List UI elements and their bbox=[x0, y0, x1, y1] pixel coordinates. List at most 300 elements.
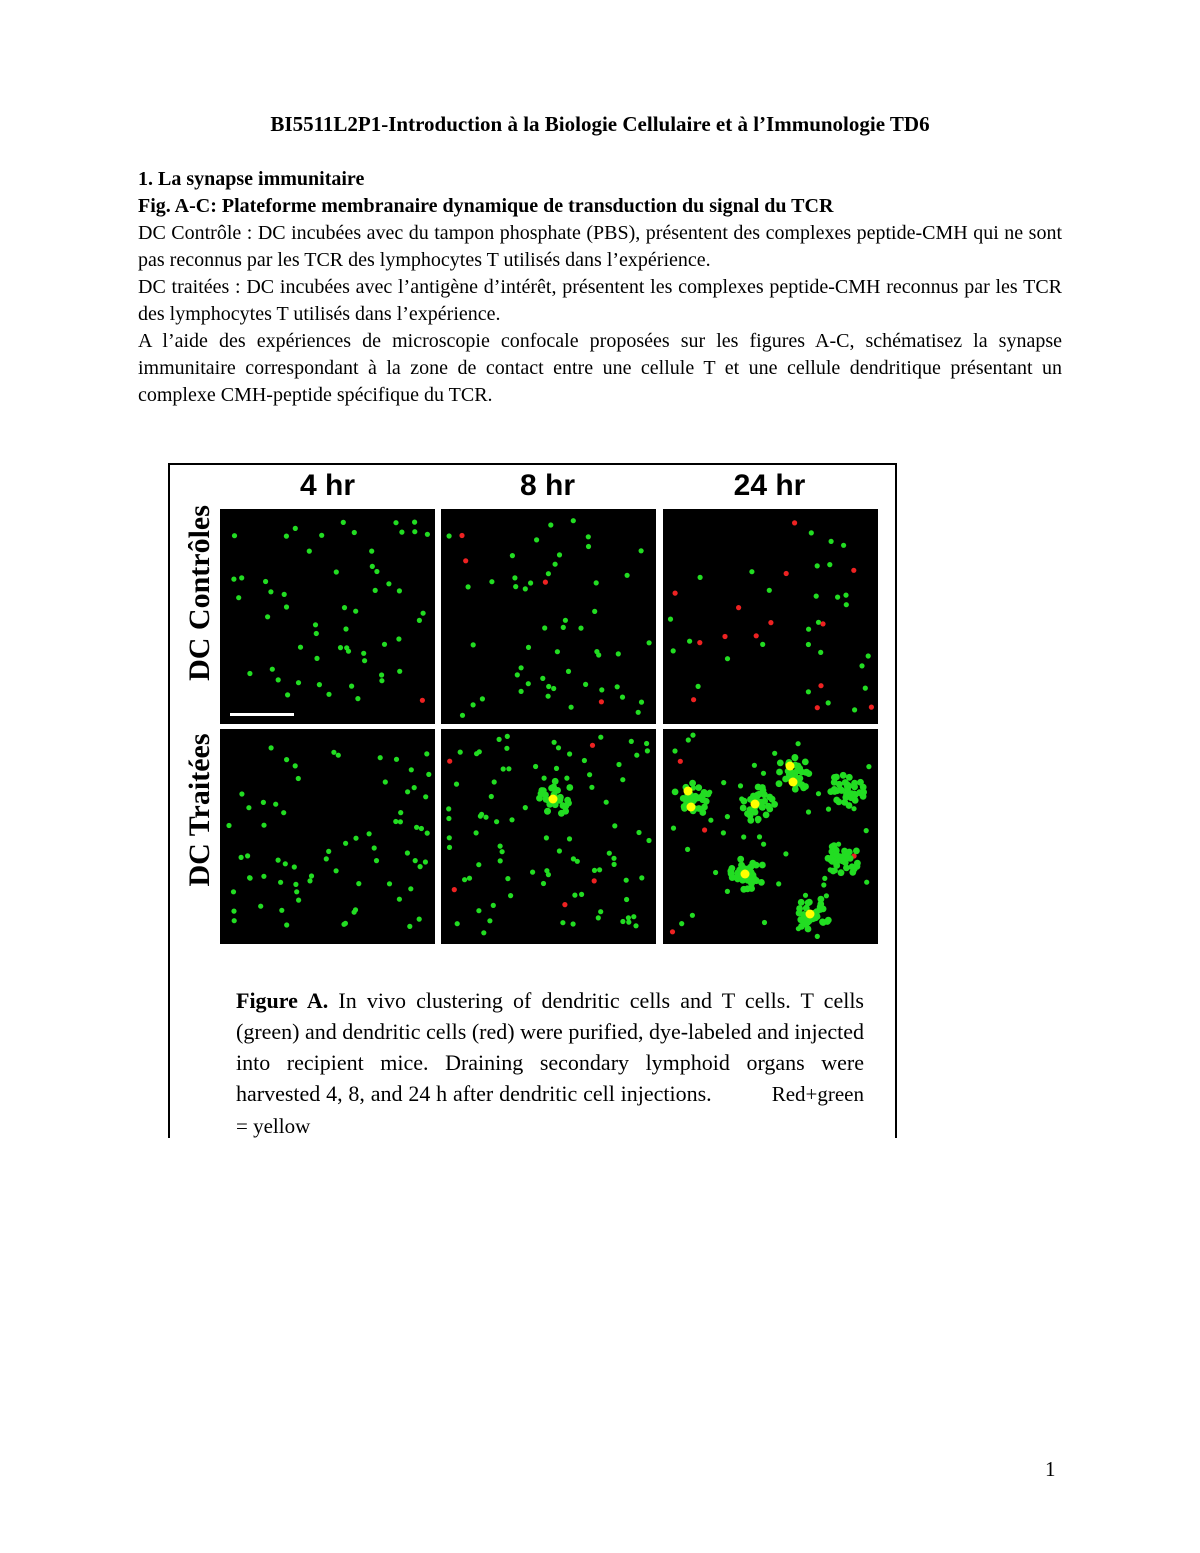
t-cell-dot bbox=[599, 687, 604, 692]
t-cell-dot bbox=[293, 526, 298, 531]
dendritic-cell-dot bbox=[670, 929, 675, 934]
t-cell-dot bbox=[552, 740, 557, 745]
t-cell-dot bbox=[447, 533, 452, 538]
t-cell-dot bbox=[355, 696, 360, 701]
cluster-t-cell bbox=[806, 899, 813, 906]
t-cell-dot bbox=[265, 614, 270, 619]
t-cell-dot bbox=[815, 934, 820, 939]
cluster-t-cell bbox=[796, 905, 803, 912]
t-cell-dot bbox=[331, 750, 336, 755]
cluster-t-cell bbox=[856, 789, 863, 796]
t-cell-dot bbox=[668, 617, 673, 622]
t-cell-dot bbox=[672, 748, 677, 753]
page-title: BI5511L2P1-Introduction à la Biologie Cellulaire et à l’Immunologie TD6 bbox=[270, 112, 930, 136]
t-cell-dot bbox=[409, 767, 414, 772]
cluster-t-cell bbox=[818, 896, 825, 903]
t-cell-dot bbox=[423, 794, 428, 799]
t-cell-dot bbox=[232, 918, 237, 923]
micrograph-treated-4hr bbox=[220, 729, 435, 944]
t-cell-dot bbox=[519, 665, 524, 670]
t-cell-dot bbox=[481, 930, 486, 935]
t-cell-dot bbox=[596, 915, 601, 920]
cluster-t-cell bbox=[792, 754, 799, 761]
t-cell-dot bbox=[480, 696, 485, 701]
t-cell-dot bbox=[592, 609, 597, 614]
t-cell-dot bbox=[741, 834, 746, 839]
t-cell-dot bbox=[761, 771, 766, 776]
cluster-t-cell bbox=[741, 798, 748, 805]
t-cell-dot bbox=[383, 779, 388, 784]
t-cell-dot bbox=[382, 642, 387, 647]
t-cell-dot bbox=[247, 671, 252, 676]
t-cell-dot bbox=[509, 817, 514, 822]
t-cell-dot bbox=[273, 802, 278, 807]
t-cell-dot bbox=[505, 734, 510, 739]
t-cell-dot bbox=[636, 830, 641, 835]
t-cell-dot bbox=[239, 575, 244, 580]
dendritic-cell-dot bbox=[869, 705, 874, 710]
t-cell-dot bbox=[269, 745, 274, 750]
t-cell-dot bbox=[326, 849, 331, 854]
t-cell-dot bbox=[835, 595, 840, 600]
t-cell-dot bbox=[772, 751, 777, 756]
t-cell-dot bbox=[725, 889, 730, 894]
dendritic-cell-dot bbox=[820, 621, 825, 626]
t-cell-dot bbox=[398, 810, 403, 815]
t-cell-dot bbox=[386, 581, 391, 586]
t-cell-dot bbox=[690, 913, 695, 918]
t-cell-dot bbox=[826, 807, 831, 812]
t-cell-dot bbox=[326, 692, 331, 697]
t-cell-dot bbox=[803, 893, 808, 898]
t-cell-dot bbox=[587, 772, 592, 777]
t-cell-dot bbox=[647, 640, 652, 645]
cluster-t-cell bbox=[848, 790, 855, 797]
t-cell-dot bbox=[586, 544, 591, 549]
t-cell-dot bbox=[592, 868, 597, 873]
t-cell-dot bbox=[690, 733, 695, 738]
row-header-dc-controles: DC Contrôles bbox=[183, 505, 216, 681]
cluster-t-cell bbox=[842, 779, 849, 786]
t-cell-dot bbox=[285, 692, 290, 697]
t-cell-dot bbox=[815, 563, 820, 568]
paragraph-question: A l’aide des expériences de microscopie confocale proposées sur les figures A-C, schématisez la synapse immunitaire correspondant à la zone de contact entre une cellule T et une cellule dendritique présentant un complexe CMH-peptide spécifique du TCR. bbox=[138, 330, 1062, 406]
t-cell-dot bbox=[548, 522, 553, 527]
cluster-t-cell bbox=[843, 865, 850, 872]
t-cell-dot bbox=[412, 520, 417, 525]
t-cell-dot bbox=[261, 800, 266, 805]
overlap-yellow-dot bbox=[684, 787, 693, 796]
t-cell-dot bbox=[334, 868, 339, 873]
t-cell-dot bbox=[413, 858, 418, 863]
t-cell-dot bbox=[583, 682, 588, 687]
t-cell-dot bbox=[504, 746, 509, 751]
overlap-yellow-dot bbox=[786, 762, 795, 771]
scale-bar bbox=[230, 713, 294, 716]
t-cell-dot bbox=[261, 874, 266, 879]
t-cell-dot bbox=[268, 589, 273, 594]
t-cell-dot bbox=[476, 862, 481, 867]
t-cell-dot bbox=[417, 618, 422, 623]
t-cell-dot bbox=[598, 909, 603, 914]
t-cell-dot bbox=[843, 593, 848, 598]
figure-caption bbox=[236, 985, 864, 1142]
t-cell-dot bbox=[542, 776, 547, 781]
t-cell-dot bbox=[398, 819, 403, 824]
cluster-t-cell bbox=[699, 792, 706, 799]
overlap-yellow-dot bbox=[789, 778, 798, 787]
overlap-yellow-dot bbox=[806, 910, 815, 919]
t-cell-dot bbox=[542, 625, 547, 630]
t-cell-dot bbox=[561, 625, 566, 630]
t-cell-dot bbox=[625, 573, 630, 578]
t-cell-dot bbox=[239, 791, 244, 796]
t-cell-dot bbox=[293, 763, 298, 768]
t-cell-dot bbox=[232, 533, 237, 538]
t-cell-dot bbox=[611, 856, 616, 861]
figure-a bbox=[168, 463, 897, 1138]
section-body bbox=[138, 166, 1062, 409]
t-cell-dot bbox=[455, 921, 460, 926]
t-cell-dot bbox=[631, 914, 636, 919]
t-cell-dot bbox=[412, 529, 417, 534]
dendritic-cell-dot bbox=[678, 759, 683, 764]
t-cell-dot bbox=[373, 588, 378, 593]
t-cell-dot bbox=[762, 920, 767, 925]
t-cell-dot bbox=[563, 618, 568, 623]
t-cell-dot bbox=[513, 584, 518, 589]
t-cell-dot bbox=[276, 858, 281, 863]
t-cell-dot bbox=[231, 889, 236, 894]
t-cell-dot bbox=[478, 814, 483, 819]
t-cell-dot bbox=[399, 530, 404, 535]
t-cell-dot bbox=[544, 835, 549, 840]
t-cell-dot bbox=[624, 878, 629, 883]
t-cell-dot bbox=[369, 549, 374, 554]
t-cell-dot bbox=[492, 779, 497, 784]
t-cell-dot bbox=[506, 766, 511, 771]
caption-text: In vivo clustering of dendritic cells and T cells. T cells (green) and dendritic cells (red) were purified, dye-labeled and injected into recipient mice. Draining secondary lymphoid organs were harvested 4, 8, and 24 h after dendritic cell injections. bbox=[236, 988, 864, 1106]
t-cell-dot bbox=[616, 762, 621, 767]
t-cell-dot bbox=[498, 844, 503, 849]
cluster-t-cell bbox=[838, 869, 845, 876]
cluster-t-cell bbox=[689, 780, 696, 787]
t-cell-dot bbox=[405, 789, 410, 794]
t-cell-dot bbox=[512, 575, 517, 580]
cluster-t-cell bbox=[566, 784, 573, 791]
cluster-t-cell bbox=[820, 919, 827, 926]
t-cell-dot bbox=[352, 530, 357, 535]
t-cell-dot bbox=[393, 520, 398, 525]
cluster-t-cell bbox=[747, 817, 754, 824]
cluster-t-cell bbox=[542, 792, 549, 799]
dendritic-cell-dot bbox=[818, 683, 823, 688]
t-cell-dot bbox=[526, 645, 531, 650]
page-number: 1 bbox=[1045, 1457, 1056, 1481]
t-cell-dot bbox=[814, 594, 819, 599]
t-cell-dot bbox=[589, 785, 594, 790]
t-cell-dot bbox=[458, 750, 463, 755]
t-cell-dot bbox=[567, 836, 572, 841]
dendritic-cell-dot bbox=[590, 743, 595, 748]
t-cell-dot bbox=[757, 834, 762, 839]
t-cell-dot bbox=[629, 739, 634, 744]
t-cell-dot bbox=[806, 642, 811, 647]
t-cell-dot bbox=[324, 856, 329, 861]
t-cell-dot bbox=[541, 881, 546, 886]
t-cell-dot bbox=[515, 672, 520, 677]
micrograph-control-24hr bbox=[663, 509, 878, 724]
t-cell-dot bbox=[586, 534, 591, 539]
t-cell-dot bbox=[296, 776, 301, 781]
cluster-t-cell bbox=[682, 796, 689, 803]
t-cell-dot bbox=[491, 903, 496, 908]
cluster-t-cell bbox=[776, 780, 783, 787]
t-cell-dot bbox=[687, 639, 692, 644]
micrograph-control-8hr bbox=[441, 509, 656, 724]
t-cell-dot bbox=[231, 909, 236, 914]
t-cell-dot bbox=[575, 859, 580, 864]
cluster-t-cell bbox=[857, 779, 864, 786]
t-cell-dot bbox=[844, 602, 849, 607]
dendritic-cell-dot bbox=[599, 699, 604, 704]
cluster-t-cell bbox=[672, 789, 679, 796]
t-cell-dot bbox=[556, 745, 561, 750]
cluster-t-cell bbox=[853, 848, 860, 855]
t-cell-dot bbox=[353, 609, 358, 614]
t-cell-dot bbox=[446, 806, 451, 811]
t-cell-dot bbox=[806, 627, 811, 632]
t-cell-dot bbox=[397, 588, 402, 593]
t-cell-dot bbox=[346, 649, 351, 654]
t-cell-dot bbox=[489, 794, 494, 799]
t-cell-dot bbox=[645, 748, 650, 753]
cluster-t-cell bbox=[695, 784, 702, 791]
cluster-t-cell bbox=[827, 788, 834, 795]
t-cell-dot bbox=[307, 549, 312, 554]
cluster-t-cell bbox=[763, 812, 770, 819]
cluster-t-cell bbox=[835, 799, 842, 806]
t-cell-dot bbox=[598, 735, 603, 740]
t-cell-dot bbox=[408, 886, 413, 891]
t-cell-dot bbox=[725, 656, 730, 661]
t-cell-dot bbox=[615, 684, 620, 689]
t-cell-dot bbox=[569, 705, 574, 710]
t-cell-dot bbox=[379, 672, 384, 677]
t-cell-dot bbox=[597, 867, 602, 872]
t-cell-dot bbox=[866, 653, 871, 658]
t-cell-dot bbox=[639, 700, 644, 705]
t-cell-dot bbox=[296, 898, 301, 903]
cluster-t-cell bbox=[788, 771, 795, 778]
cluster-t-cell bbox=[771, 801, 778, 808]
t-cell-dot bbox=[596, 652, 601, 657]
dendritic-cell-dot bbox=[691, 697, 696, 702]
cluster-t-cell bbox=[558, 810, 565, 817]
t-cell-dot bbox=[296, 680, 301, 685]
t-cell-dot bbox=[826, 700, 831, 705]
t-cell-dot bbox=[397, 669, 402, 674]
t-cell-dot bbox=[374, 858, 379, 863]
t-cell-dot bbox=[554, 766, 559, 771]
t-cell-dot bbox=[309, 873, 314, 878]
t-cell-dot bbox=[816, 791, 821, 796]
t-cell-dot bbox=[362, 658, 367, 663]
t-cell-dot bbox=[372, 845, 377, 850]
t-cell-dot bbox=[476, 908, 481, 913]
t-cell-dot bbox=[671, 826, 676, 831]
t-cell-dot bbox=[293, 882, 298, 887]
t-cell-dot bbox=[851, 806, 856, 811]
t-cell-dot bbox=[809, 530, 814, 535]
t-cell-dot bbox=[620, 695, 625, 700]
cluster-t-cell bbox=[842, 794, 849, 801]
t-cell-dot bbox=[314, 631, 319, 636]
t-cell-dot bbox=[852, 707, 857, 712]
t-cell-dot bbox=[471, 702, 476, 707]
t-cell-dot bbox=[270, 667, 275, 672]
cluster-t-cell bbox=[759, 804, 766, 811]
t-cell-dot bbox=[528, 580, 533, 585]
cluster-t-cell bbox=[548, 785, 555, 792]
t-cell-dot bbox=[767, 588, 772, 593]
dendritic-cell-dot bbox=[815, 705, 820, 710]
t-cell-dot bbox=[341, 520, 346, 525]
t-cell-dot bbox=[571, 921, 576, 926]
t-cell-dot bbox=[494, 819, 499, 824]
t-cell-dot bbox=[639, 875, 644, 880]
t-cell-dot bbox=[572, 893, 577, 898]
t-cell-dot bbox=[462, 877, 467, 882]
t-cell-dot bbox=[370, 564, 375, 569]
t-cell-dot bbox=[566, 669, 571, 674]
t-cell-dot bbox=[582, 758, 587, 763]
cluster-t-cell bbox=[554, 787, 561, 794]
t-cell-dot bbox=[551, 686, 556, 691]
t-cell-dot bbox=[353, 907, 358, 912]
micrograph-treated-8hr bbox=[441, 729, 656, 944]
cluster-t-cell bbox=[699, 809, 706, 816]
t-cell-dot bbox=[555, 649, 560, 654]
t-cell-dot bbox=[546, 684, 551, 689]
column-header-4hr: 4 hr bbox=[299, 469, 356, 502]
t-cell-dot bbox=[477, 749, 482, 754]
row-header-dc-traitees: DC Traitées bbox=[183, 733, 216, 887]
cluster-t-cell bbox=[831, 774, 838, 781]
t-cell-dot bbox=[407, 924, 412, 929]
t-cell-dot bbox=[696, 684, 701, 689]
overlap-yellow-dot bbox=[751, 800, 760, 809]
t-cell-dot bbox=[612, 823, 617, 828]
cluster-t-cell bbox=[838, 786, 845, 793]
t-cell-dot bbox=[281, 810, 286, 815]
dendritic-cell-dot bbox=[562, 902, 567, 907]
t-cell-dot bbox=[533, 764, 538, 769]
t-cell-dot bbox=[343, 921, 348, 926]
dendritic-cell-dot bbox=[784, 571, 789, 576]
t-cell-dot bbox=[421, 611, 426, 616]
t-cell-dot bbox=[616, 651, 621, 656]
t-cell-dot bbox=[633, 923, 638, 928]
t-cell-dot bbox=[246, 805, 251, 810]
t-cell-dot bbox=[822, 876, 827, 881]
column-header-8hr: 8 hr bbox=[519, 469, 576, 502]
dendritic-cell-dot bbox=[702, 827, 707, 832]
t-cell-dot bbox=[620, 919, 625, 924]
cluster-t-cell bbox=[851, 784, 858, 791]
t-cell-dot bbox=[725, 814, 730, 819]
cluster-t-cell bbox=[740, 805, 747, 812]
dendritic-cell-dot bbox=[420, 698, 425, 703]
t-cell-dot bbox=[284, 922, 289, 927]
cluster-t-cell bbox=[777, 760, 784, 767]
t-cell-dot bbox=[721, 780, 726, 785]
overlap-yellow-dot bbox=[549, 795, 558, 804]
t-cell-dot bbox=[501, 766, 506, 771]
t-cell-dot bbox=[405, 850, 410, 855]
paragraph-dc-controle: DC Contrôle : DC incubées avec du tampon phosphate (PBS), présentent des complexes peptide-CMH qui ne sont pas reconnus par les TCR des lymphocytes T utilisés dans l’expérience. bbox=[138, 222, 1062, 271]
section-heading: 1. La synapse immunitaire bbox=[138, 168, 365, 190]
t-cell-dot bbox=[510, 553, 515, 558]
cluster-t-cell bbox=[843, 852, 850, 859]
t-cell-dot bbox=[620, 777, 625, 782]
t-cell-dot bbox=[534, 537, 539, 542]
t-cell-dot bbox=[374, 569, 379, 574]
t-cell-dot bbox=[752, 763, 757, 768]
t-cell-dot bbox=[776, 881, 781, 886]
cluster-t-cell bbox=[803, 921, 810, 928]
t-cell-dot bbox=[497, 737, 502, 742]
cluster-t-cell bbox=[831, 842, 838, 849]
t-cell-dot bbox=[283, 861, 288, 866]
t-cell-dot bbox=[636, 710, 641, 715]
t-cell-dot bbox=[841, 543, 846, 548]
t-cell-dot bbox=[334, 569, 339, 574]
cluster-t-cell bbox=[802, 769, 809, 776]
dendritic-cell-dot bbox=[722, 634, 727, 639]
cluster-t-cell bbox=[755, 816, 762, 823]
cluster-t-cell bbox=[748, 885, 755, 892]
cluster-t-cell bbox=[776, 769, 783, 776]
dendritic-cell-dot bbox=[754, 633, 759, 638]
dendritic-cell-dot bbox=[851, 568, 856, 573]
t-cell-dot bbox=[816, 620, 821, 625]
t-cell-dot bbox=[298, 645, 303, 650]
t-cell-dot bbox=[500, 849, 505, 854]
t-cell-dot bbox=[284, 534, 289, 539]
t-cell-dot bbox=[634, 753, 639, 758]
t-cell-dot bbox=[356, 881, 361, 886]
t-cell-dot bbox=[557, 552, 562, 557]
cluster-t-cell bbox=[737, 856, 744, 863]
t-cell-dot bbox=[313, 622, 318, 627]
t-cell-dot bbox=[460, 713, 465, 718]
column-header-24hr: 24 hr bbox=[733, 469, 806, 502]
caption-label: Figure A. bbox=[236, 988, 329, 1013]
t-cell-dot bbox=[818, 650, 823, 655]
t-cell-dot bbox=[827, 562, 832, 567]
t-cell-dot bbox=[553, 562, 558, 567]
t-cell-dot bbox=[284, 757, 289, 762]
t-cell-dot bbox=[423, 859, 428, 864]
cluster-t-cell bbox=[552, 778, 559, 785]
t-cell-dot bbox=[425, 532, 430, 537]
cluster-t-cell bbox=[740, 886, 747, 893]
paragraph-dc-traitees: DC traitées : DC incubées avec l’antigène d’intérêt, présentent les complexes peptide-CMH reconnus par les TCR des lymphocytes T utilisés dans l’expérience. bbox=[138, 276, 1062, 325]
t-cell-dot bbox=[523, 586, 528, 591]
t-cell-dot bbox=[540, 676, 545, 681]
t-cell-dot bbox=[425, 831, 430, 836]
